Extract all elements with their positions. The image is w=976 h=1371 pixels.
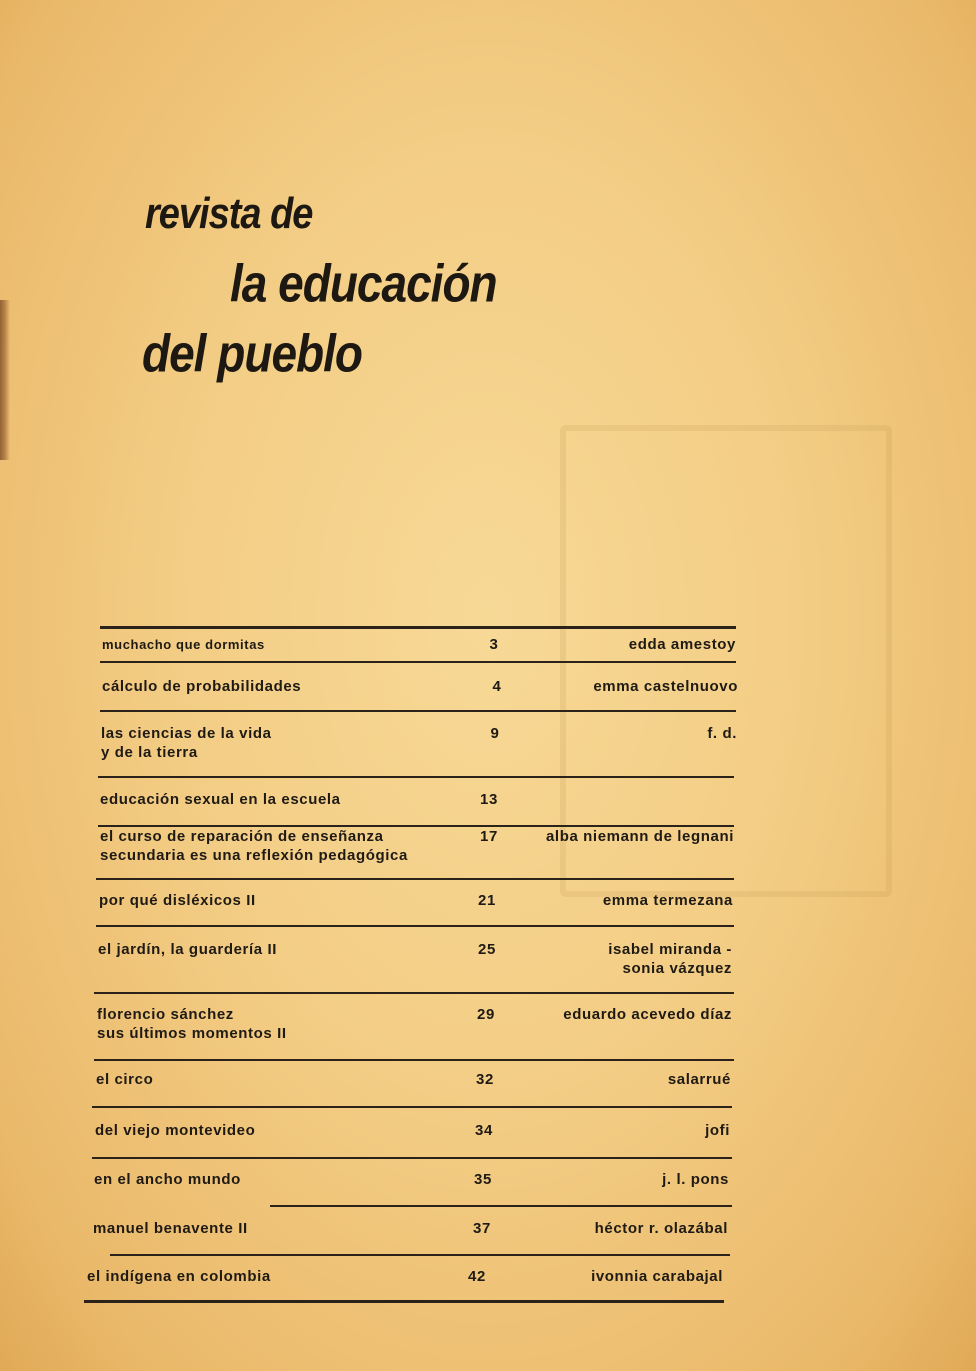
toc-entry-author: emma termezana bbox=[602, 892, 733, 909]
toc-rule bbox=[96, 925, 734, 927]
toc-entry-author: j. l. pons bbox=[662, 1171, 729, 1188]
toc-entry-page: 34 bbox=[475, 1122, 493, 1139]
toc-entry-page: 13 bbox=[480, 791, 498, 808]
toc-rule bbox=[92, 1157, 732, 1159]
toc-rule bbox=[94, 1059, 734, 1061]
toc-entry-author: salarrué bbox=[667, 1071, 731, 1088]
toc-entry-page: 35 bbox=[474, 1171, 492, 1188]
toc-entry-author: jofi bbox=[705, 1122, 730, 1139]
toc-entry-page: 9 bbox=[490, 725, 500, 742]
toc-entry-page: 21 bbox=[478, 892, 496, 909]
toc-rule bbox=[100, 710, 736, 712]
toc-entry-title: educación sexual en la escuela bbox=[100, 791, 341, 808]
toc-entry-title: por qué disléxicos II bbox=[99, 892, 256, 909]
toc-entry-author: héctor r. olazábal bbox=[594, 1220, 728, 1237]
toc-rule bbox=[270, 1205, 732, 1207]
toc-entry-title: florencio sánchez sus últimos momentos II bbox=[97, 1006, 287, 1042]
toc-rule bbox=[96, 878, 734, 880]
toc-entry-title: el jardín, la guardería II bbox=[98, 941, 277, 958]
toc-entry-title: las ciencias de la vida y de la tierra bbox=[101, 725, 272, 761]
masthead-line-2: la educación bbox=[230, 253, 497, 313]
masthead-line-3: del pueblo bbox=[142, 323, 362, 383]
toc-rule bbox=[100, 626, 736, 629]
toc-entry-page: 37 bbox=[473, 1220, 491, 1237]
toc-entry-page: 17 bbox=[480, 828, 498, 845]
toc-entry-title: muchacho que dormitas bbox=[102, 637, 265, 652]
toc-entry-page: 32 bbox=[476, 1071, 494, 1088]
toc-rule bbox=[92, 1106, 732, 1108]
toc-rule bbox=[94, 992, 734, 994]
toc-entry-title: cálculo de probabilidades bbox=[102, 678, 302, 695]
toc-entry-title: el indígena en colombia bbox=[87, 1268, 271, 1285]
toc-entry-author: isabel miranda - sonia vázquez bbox=[608, 941, 732, 977]
toc-entry-title: del viejo montevideo bbox=[95, 1122, 256, 1139]
toc-entry-page: 25 bbox=[478, 941, 496, 958]
toc-entry-title: el circo bbox=[96, 1071, 154, 1088]
toc-entry-page: 42 bbox=[468, 1268, 486, 1285]
toc-rule bbox=[98, 776, 734, 778]
toc-entry-page: 29 bbox=[477, 1006, 495, 1023]
toc-entry-page: 3 bbox=[489, 636, 499, 653]
toc-rule bbox=[84, 1300, 724, 1303]
toc-entry-author: ivonnia carabajal bbox=[591, 1268, 723, 1285]
toc-rule bbox=[110, 1254, 730, 1256]
toc-entry-author: alba niemann de legnani bbox=[545, 828, 734, 845]
toc-entry-author: f. d. bbox=[707, 725, 737, 742]
masthead-line-1: revista de bbox=[145, 190, 313, 239]
toc-entry-author: emma castelnuovo bbox=[593, 678, 738, 695]
toc-entry-page: 4 bbox=[492, 678, 502, 695]
toc-entry-author: edda amestoy bbox=[628, 636, 736, 653]
toc-entry-title: en el ancho mundo bbox=[94, 1171, 241, 1188]
toc-entry-author: eduardo acevedo díaz bbox=[563, 1006, 732, 1023]
toc-entry-title: manuel benavente II bbox=[93, 1220, 248, 1237]
toc-entry-title: el curso de reparación de enseñanza secundaria es una reflexión pedagógica bbox=[100, 828, 408, 864]
toc-rule bbox=[100, 661, 736, 663]
